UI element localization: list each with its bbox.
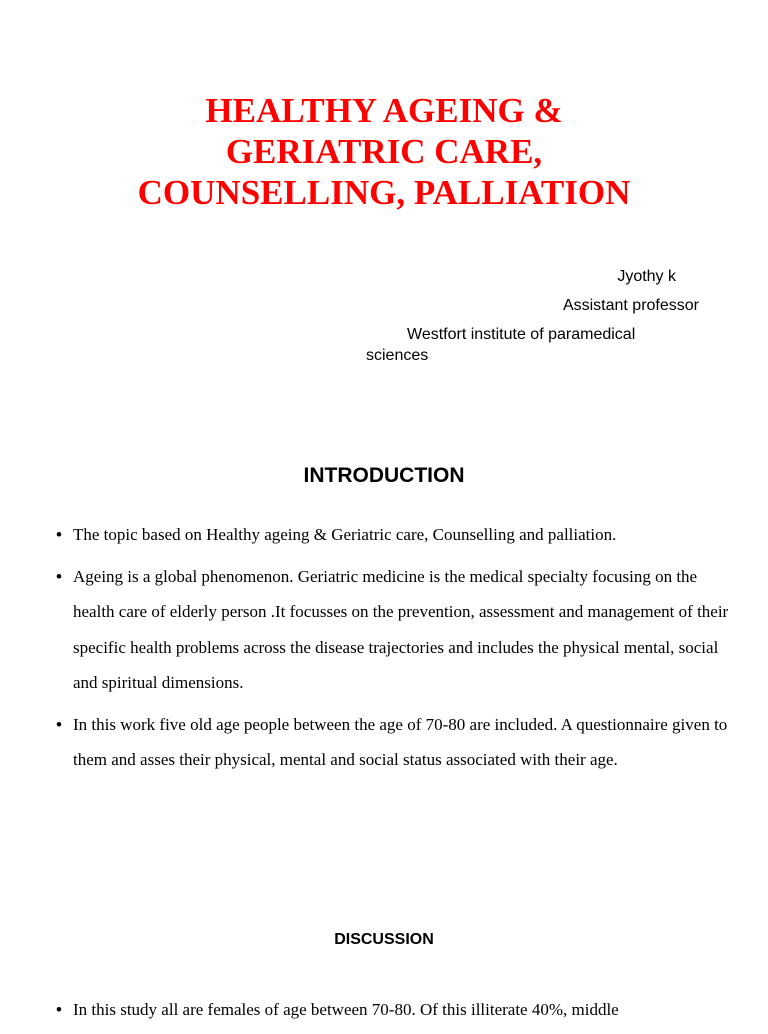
bullet-icon: • bbox=[56, 1000, 62, 1019]
bullet-icon: • bbox=[56, 566, 62, 586]
bullet-icon: • bbox=[56, 525, 62, 544]
list-item bbox=[56, 707, 736, 778]
bullet-icon: • bbox=[56, 714, 62, 734]
list-item bbox=[56, 517, 736, 553]
introduction-heading: INTRODUCTION bbox=[303, 464, 465, 487]
discussion-heading: DISCUSSION bbox=[334, 931, 434, 948]
author-position: Assistant professor bbox=[562, 297, 699, 314]
list-item-text: The topic based on Healthy ageing & Geriatric care, Counselling and palliation. bbox=[73, 525, 617, 544]
author-name: Jyothy k bbox=[617, 268, 676, 285]
list-item-text: In this work five old age people between the age of 70-80 are included. A questionnaire given to them and asses their physical, mental and social status associated with their age. bbox=[73, 714, 728, 769]
list-item-text: Ageing is a global phenomenon. Geriatric medicine is the medical specialty focusing on the health care of elderly person .It focusses on the prevention, assessment and management of their specific health problems across the disease trajectories and includes the physical mental, social and spiritual dimensions. bbox=[73, 566, 729, 692]
title-line-2: GERIATRIC CARE, bbox=[225, 132, 543, 171]
author-institute-line-1: Westfort institute of paramedical bbox=[407, 326, 636, 343]
title-line-1: HEALTHY AGEING & bbox=[205, 91, 563, 130]
author-institute-line-2: sciences bbox=[366, 347, 429, 364]
title-line-3: COUNSELLING, PALLIATION bbox=[137, 173, 631, 212]
introduction-list bbox=[56, 517, 736, 784]
list-item-text: In this study all are females of age between 70-80. Of this illiterate 40%, middle bbox=[73, 1000, 619, 1019]
slide-title bbox=[0, 90, 768, 213]
list-item bbox=[56, 992, 736, 1028]
list-item bbox=[56, 559, 736, 701]
discussion-list bbox=[56, 992, 736, 1034]
